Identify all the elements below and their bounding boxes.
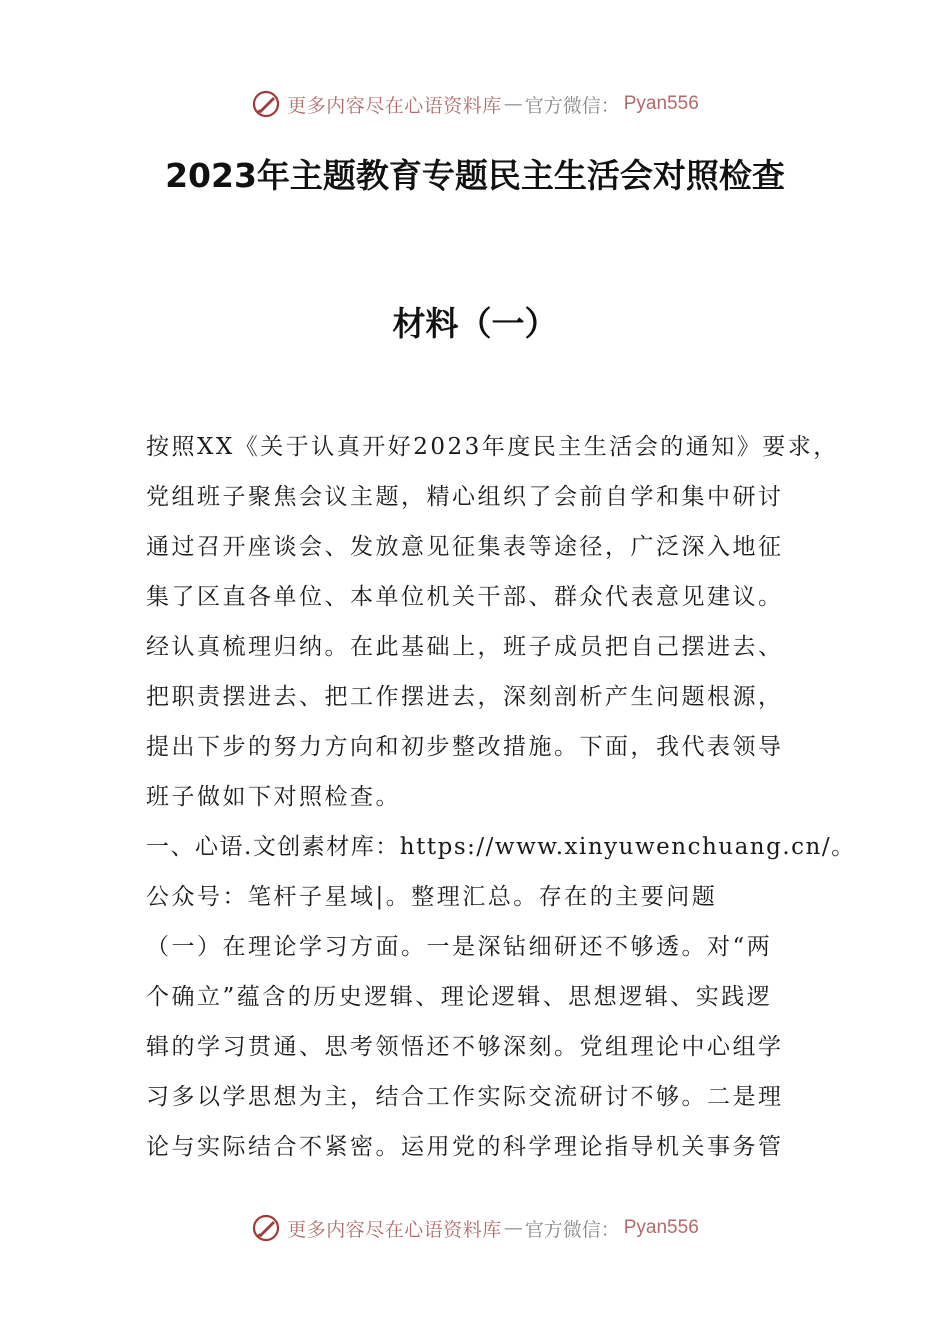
document-title-line2: 材料（一） — [392, 304, 558, 343]
watermark-account: Pyan556 — [623, 93, 699, 114]
watermark-text: 更多内容尽在心语资料库 — [287, 1218, 502, 1241]
document-body — [146, 422, 856, 1172]
body-line: 经认真梳理归纳。在此基础上，班子成员把自己摆进去、 — [146, 634, 784, 660]
body-line: 党组班子聚焦会议主题，精心组织了会前自学和集中研讨 — [146, 484, 784, 510]
body-line: 习多以学思想为主，结合工作实际交流研讨不够。二是理 — [146, 1084, 784, 1110]
body-line: 提出下步的努力方向和初步整改措施。下面，我代表领导 — [146, 734, 784, 760]
watermark-text: 更多内容尽在心语资料库 — [287, 94, 502, 117]
quill-logo-icon — [251, 89, 281, 119]
watermark-footer — [0, 1208, 950, 1248]
watermark-header — [0, 84, 950, 124]
body-line: 公众号：笔杆子星域|。整理汇总。存在的主要问题 — [146, 884, 718, 910]
body-line: 论与实际结合不紧密。运用党的科学理论指导机关事务管 — [146, 1134, 784, 1160]
body-line: （一）在理论学习方面。一是深钻细研还不够透。对“两 — [146, 934, 773, 960]
body-line: 把职责摆进去、把工作摆进去，深刻剖析产生问题根源， — [146, 684, 784, 710]
body-line: 按照XX《关于认真开好2023年度民主生活会的通知》要求， — [146, 434, 839, 460]
watermark-official-label: 官方微信： — [524, 94, 620, 117]
body-line: 个确立”蕴含的历史逻辑、理论逻辑、思想逻辑、实践逻 — [146, 984, 773, 1010]
body-line: 辑的学习贯通、思考领悟还不够深刻。党组理论中心组学 — [146, 1034, 784, 1060]
body-line: 通过召开座谈会、发放意见征集表等途径，广泛深入地征 — [146, 534, 784, 560]
document-title-line1: 2023年主题教育专题民主生活会对照检查 — [165, 156, 785, 195]
watermark-dash: — — [503, 93, 523, 115]
body-line: 集了区直各单位、本单位机关干部、群众代表意见建议。 — [146, 584, 784, 610]
body-line-link: 一、心语.文创素材库：https://www.xinyuwenchuang.cn/。 — [146, 834, 856, 860]
quill-logo-icon — [251, 1213, 281, 1243]
watermark-official-label: 官方微信： — [524, 1218, 620, 1241]
watermark-dash: — — [503, 1217, 523, 1239]
watermark-account: Pyan556 — [623, 1217, 699, 1238]
body-line: 班子做如下对照检查。 — [146, 784, 401, 810]
